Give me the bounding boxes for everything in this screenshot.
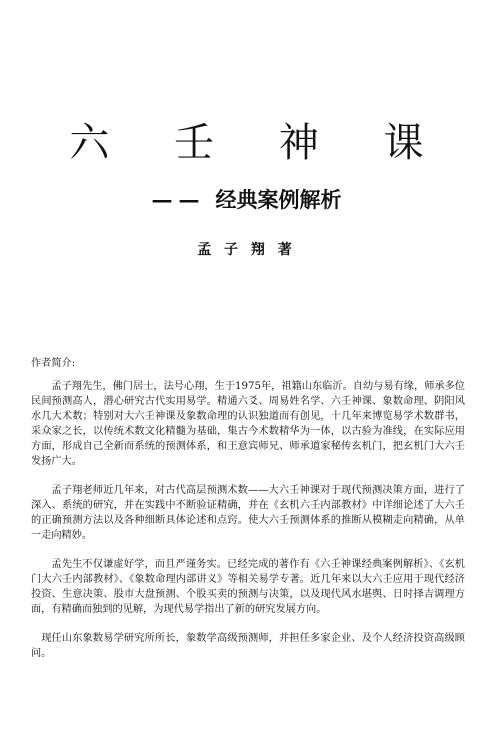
book-title: 六 壬 神 课 (69, 120, 450, 166)
author-bio-section (31, 356, 465, 675)
bio-paragraph: 孟先生不仅谦虚好学，而且严谨务实。已经完成的著作有《六壬神课经典案例解析》、《玄机门大六壬内部教材》、《象数命理内部讲义》等相关易学专著。近几年来以大六壬应用于现代经济投资、生意决策、股市大盘预测、个股买卖的预测与决策，以及现代风水堪舆、日时择吉调理方面，有精确而独到的见解，为现代易学指出了新的研究发展方向。 (31, 559, 465, 615)
bio-paragraph: 孟子翔先生，佛门居士，法号心翔，生于1975年，祖籍山东临沂。自幼与易有缘，师承多位民间预测高人，潜心研究古代实用易学。精通六爻、周易姓名学、六壬神课、象数命理、阴阳风水几大术数；特别对大六壬神课及象数命理的认识独道而有创见，十几年来博览易学术数群书，采众家之长，以传统术数文化精髓为基础，集古今术数精华为一体，以古验为准线，在实际应用方面，形成自己全新而系统的预测体系，和王意宾师兄、师承道家秘传玄机门，把玄机门大六壬发扬广大。 (31, 381, 465, 467)
intro-label: 作者简介: (31, 358, 76, 369)
subtitle-text: 经典案例解析 (215, 187, 342, 212)
author-line: 孟 子 翔 著 (197, 242, 296, 258)
bio-paragraph: 孟子翔老师近几年来，对古代高层预测术数——大六壬神课对于现代预测决策方面，进行了深入、系统的研究，并在实践中不断验证精确，并在《玄机六壬内部教材》中详细论述了大六壬的正确预测方法以及各种细断具体论述和点窍。使大六壬预测体系的推断从模糊走向精确，从单一走向精妙。 (31, 485, 465, 541)
subtitle-dash: —— (151, 187, 206, 212)
bio-paragraph: 现任山东象数易学研究所所长，象数学高级预测师，并担任多家企业、及个人经济投资高级顾问。 (31, 633, 465, 659)
book-subtitle (0, 186, 493, 214)
